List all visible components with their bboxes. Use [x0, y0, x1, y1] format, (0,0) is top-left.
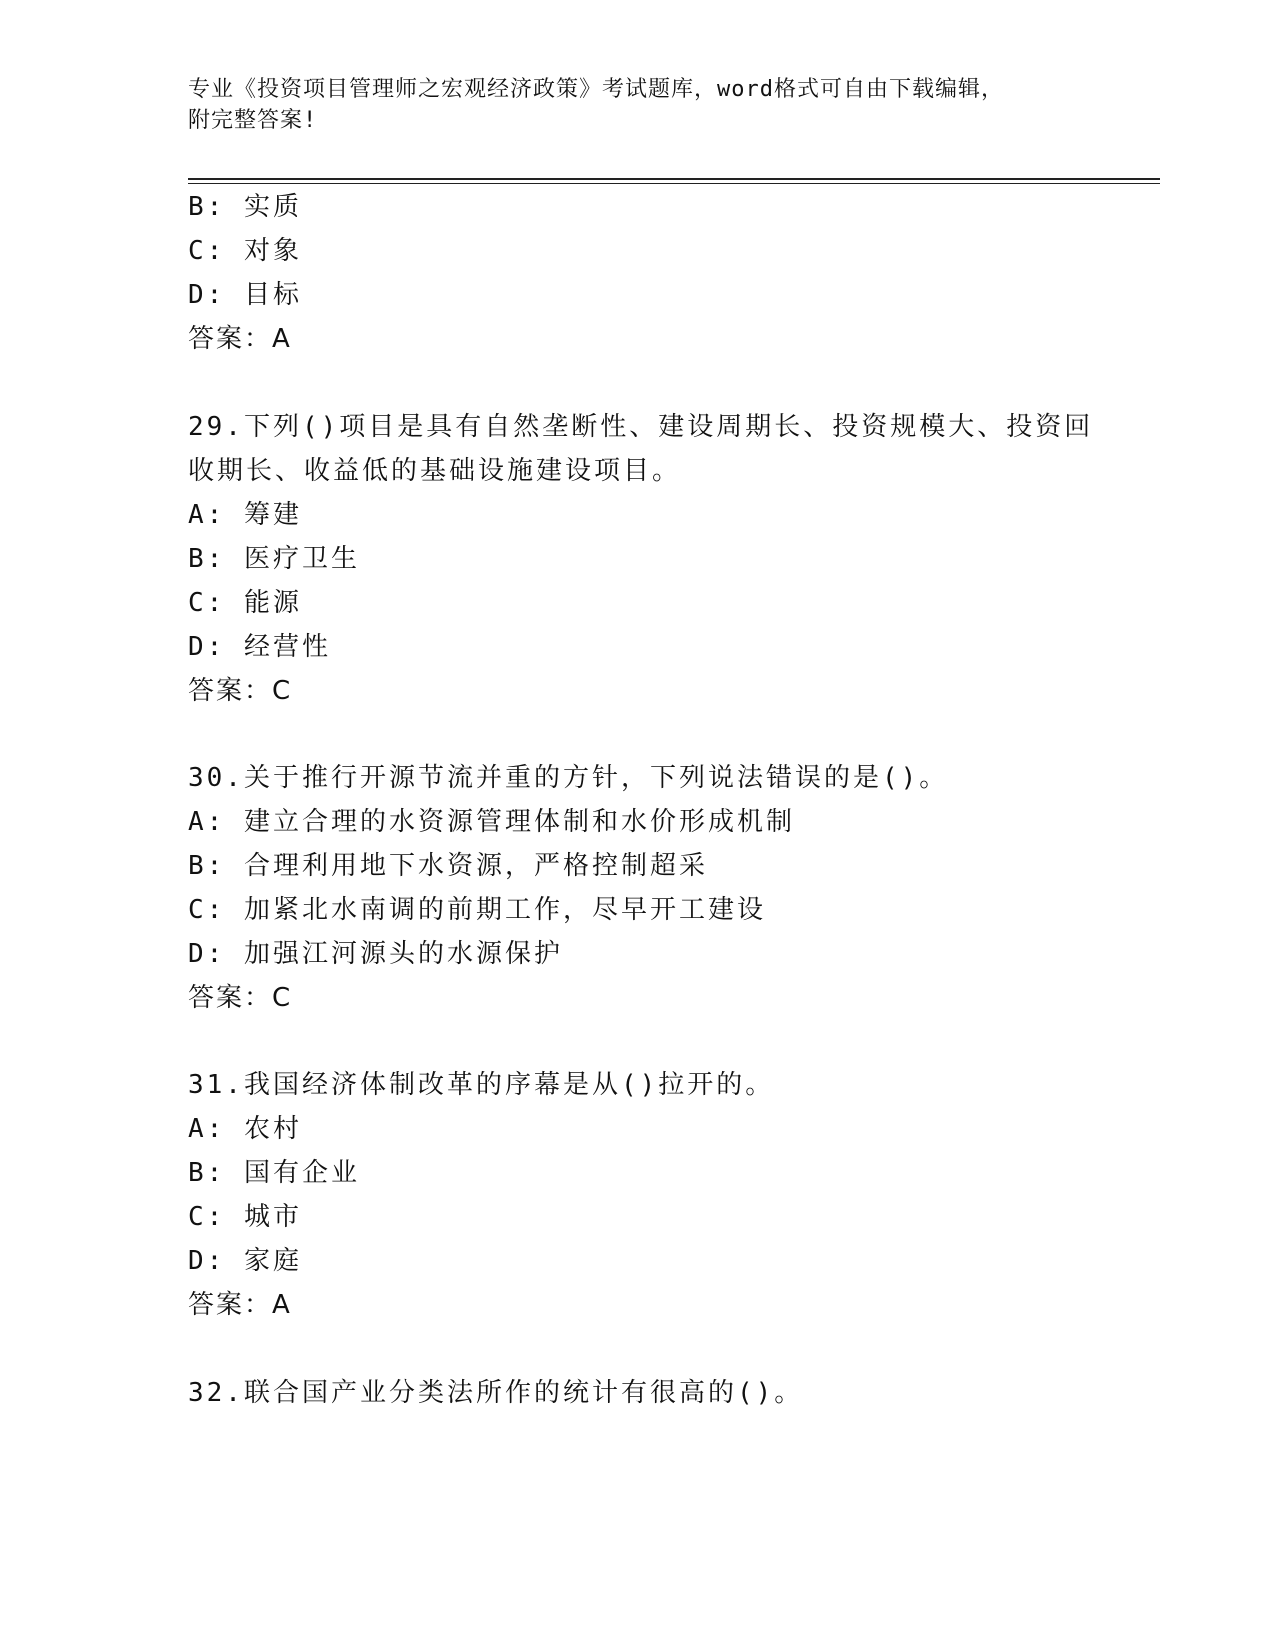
question-32: 32.联合国产业分类法所作的统计有很高的()。 — [188, 1378, 804, 1408]
option-d: D: 加强江河源头的水源保护 — [188, 939, 563, 969]
option-a: A: 筹建 — [188, 500, 302, 530]
header-divider-thin — [188, 183, 1160, 184]
option-b: B: 医疗卫生 — [188, 544, 360, 574]
option-c: C: 对象 — [188, 236, 302, 266]
option-d: D: 家庭 — [188, 1246, 302, 1276]
question-29: 29.下列()项目是具有自然垄断性、建设周期长、投资规模大、投资回 — [188, 412, 1094, 442]
question-31: 31.我国经济体制改革的序幕是从()拉开的。 — [188, 1070, 775, 1100]
question-30: 30.关于推行开源节流并重的方针，下列说法错误的是()。 — [188, 763, 949, 793]
answer-line: 答案：C — [188, 676, 293, 706]
option-c: C: 城市 — [188, 1202, 302, 1232]
question-29-cont: 收期长、收益低的基础设施建设项目。 — [188, 456, 682, 486]
option-d: D: 目标 — [188, 280, 302, 310]
option-b: B: 国有企业 — [188, 1158, 360, 1188]
option-a: A: 农村 — [188, 1114, 302, 1144]
document-header — [188, 74, 1088, 136]
answer-line: 答案：A — [188, 324, 292, 354]
option-a: A: 建立合理的水资源管理体制和水价形成机制 — [188, 807, 795, 837]
option-c: C: 加紧北水南调的前期工作，尽早开工建设 — [188, 895, 766, 925]
header-line-1: 专业《投资项目管理师之宏观经济政策》考试题库，word格式可自由下载编辑， — [188, 77, 1004, 102]
option-c: C: 能源 — [188, 588, 302, 618]
header-line-2: 附完整答案! — [188, 108, 318, 133]
answer-line: 答案：C — [188, 983, 293, 1013]
option-b: B: 合理利用地下水资源，严格控制超采 — [188, 851, 708, 881]
option-d: D: 经营性 — [188, 632, 331, 662]
option-b: B: 实质 — [188, 192, 302, 222]
header-divider-thick — [188, 178, 1160, 180]
answer-line: 答案：A — [188, 1290, 292, 1320]
